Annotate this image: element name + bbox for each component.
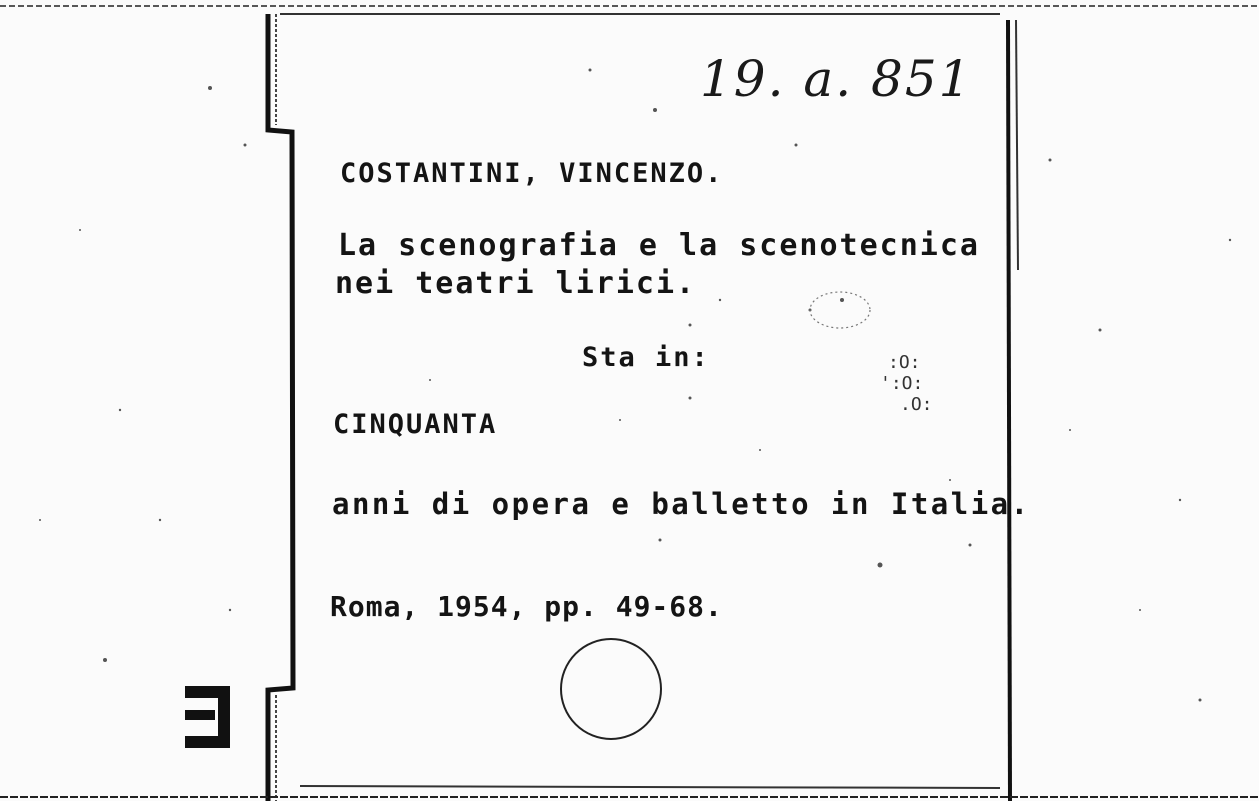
extract-note: Sta in: [582,342,710,373]
call-number: 19. a. 851 [700,50,973,108]
svg-text:.O:: .O: [900,394,933,415]
title-line-2: nei teatri lirici. [335,266,697,301]
svg-text::O:: :O: [888,352,921,373]
series-title: CINQUANTA [333,409,498,440]
title-line-1: La scenografia e la scenotecnica [338,228,980,263]
author-name: COSTANTINI, VINCENZO. [340,158,724,189]
svg-text:':O:: ':O: [880,373,924,394]
series-subtitle: anni di opera e balletto in Italia. [332,487,1031,521]
imprint: Roma, 1954, pp. 49-68. [330,590,723,623]
